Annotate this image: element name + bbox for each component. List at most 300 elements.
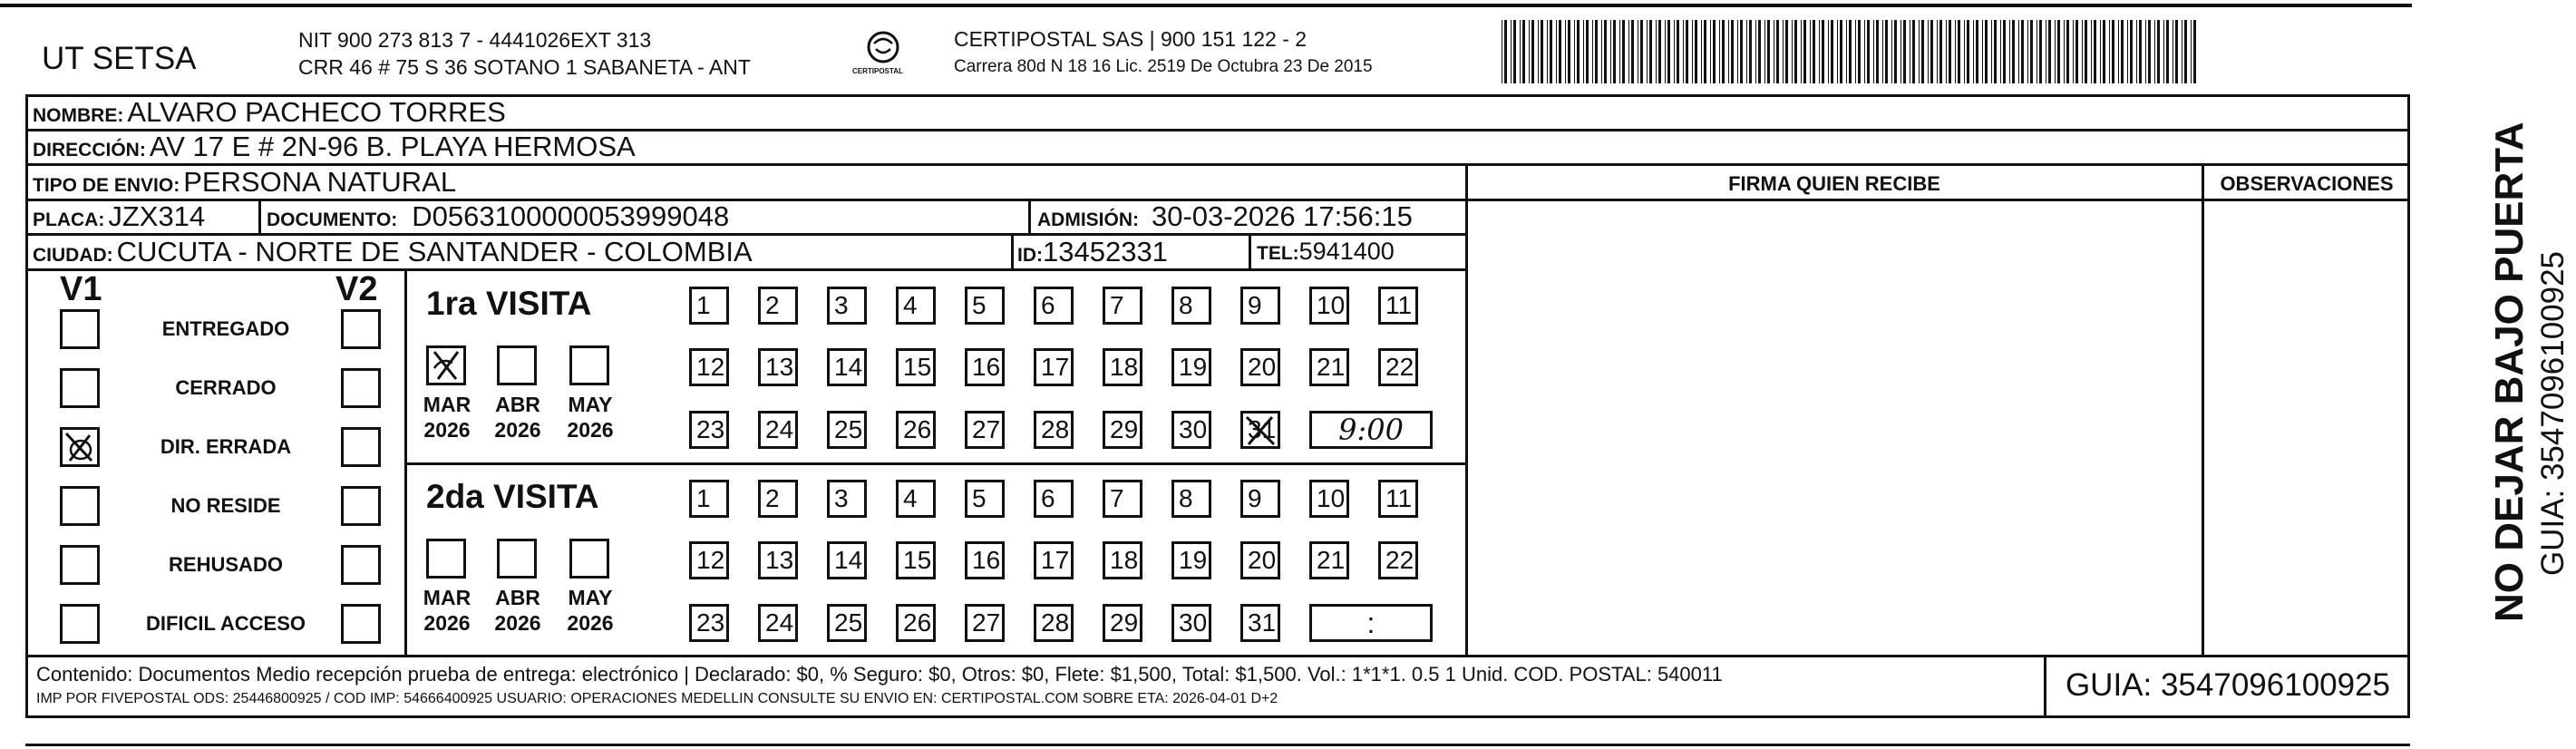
- visit-time-value: 9:00: [1338, 413, 1404, 447]
- visit-day-box[interactable]: [758, 604, 798, 642]
- barcode-bar: [2000, 20, 2001, 83]
- visit-day-box[interactable]: [1378, 348, 1418, 386]
- visit-day-number: 22: [1385, 353, 1414, 381]
- v2-checkbox-0[interactable]: [341, 309, 381, 349]
- barcode-bar: [2048, 20, 2051, 83]
- barcode-bar: [2094, 20, 2096, 83]
- visit-day-box[interactable]: [758, 287, 798, 325]
- barcode-bar: [1785, 20, 1788, 83]
- barcode-bar: [1704, 20, 1706, 83]
- barcode-bar: [1604, 20, 1607, 83]
- barcode-bar: [2075, 20, 2078, 83]
- tipo-value: PERSONA NATURAL: [183, 166, 457, 198]
- barcode-bar: [1595, 20, 1598, 83]
- barcode-bar: [1556, 20, 1557, 83]
- barcode-bar: [1837, 20, 1838, 83]
- month-name: ABR: [495, 586, 540, 609]
- direccion-row: [33, 131, 636, 163]
- v1-checkbox-4[interactable]: [60, 545, 100, 585]
- line-firma: [1465, 199, 2203, 201]
- visit-day-number: 28: [1041, 415, 1070, 443]
- barcode-bar: [1547, 20, 1548, 83]
- visit-day-number: 22: [1385, 546, 1414, 574]
- barcode-bar: [1912, 20, 1915, 83]
- id-row: [1017, 236, 1168, 268]
- barcode-bar: [2100, 20, 2101, 83]
- visit-day-box[interactable]: [1309, 287, 1349, 325]
- barcode-bar: [1858, 20, 1861, 83]
- barcode-bar: [1667, 20, 1670, 83]
- visit-day-box[interactable]: [965, 541, 1005, 579]
- nombre-value: ALVARO PACHECO TORRES: [127, 96, 506, 128]
- side-no-dejar: NO DEJAR BAJO PUERTA: [2487, 122, 2532, 622]
- visit-day-number: 4: [903, 484, 918, 512]
- barcode-bar: [2027, 20, 2028, 83]
- barcode-bar: [1776, 20, 1779, 83]
- vline-id: [1011, 233, 1014, 268]
- visit-time-box[interactable]: [1309, 604, 1433, 642]
- visit-day-box[interactable]: [1309, 480, 1349, 518]
- barcode-bar: [1722, 20, 1725, 83]
- certipostal-line-1: CERTIPOSTAL SAS | 900 151 122 - 2: [954, 27, 1307, 51]
- barcode-bar: [1550, 20, 1552, 83]
- visit-day-box[interactable]: [1103, 348, 1142, 386]
- visit-day-box[interactable]: [1171, 287, 1211, 325]
- visit-day-box[interactable]: [1378, 541, 1418, 579]
- visit-day-number: 20: [1248, 546, 1277, 574]
- barcode-bar: [1976, 20, 1978, 83]
- barcode-bar: [1991, 20, 1992, 83]
- month-year: 2026: [494, 611, 541, 635]
- barcode-bar: [1665, 20, 1666, 83]
- visit-day-number: 1: [696, 484, 711, 512]
- visit-day-box[interactable]: [1240, 287, 1280, 325]
- v1-checkbox-1[interactable]: [60, 368, 100, 408]
- vline-placa: [258, 199, 261, 233]
- visit-day-number: 11: [1385, 484, 1413, 512]
- barcode-bar: [1577, 20, 1580, 83]
- v2-checkbox-2[interactable]: [341, 427, 381, 467]
- company-name: UT SETSA: [42, 41, 197, 76]
- side-guia: GUIA: 3547096100925: [2535, 250, 2571, 577]
- barcode-bar: [1921, 20, 1924, 83]
- visit-day-box[interactable]: [827, 604, 867, 642]
- barcode-bar: [1586, 20, 1589, 83]
- barcode-bar: [1873, 20, 1874, 83]
- visit-day-number: 10: [1317, 484, 1346, 512]
- visit-day-box[interactable]: [896, 541, 936, 579]
- visit-day-number: 15: [903, 353, 932, 381]
- visit-month-label: [415, 392, 479, 443]
- visit-day-box[interactable]: [1034, 348, 1074, 386]
- month-name: MAR: [423, 393, 471, 416]
- barcode-bar: [1640, 20, 1643, 83]
- barcode-bar: [1695, 20, 1697, 83]
- vline-obs: [2202, 163, 2204, 657]
- visit-day-box[interactable]: [1378, 287, 1418, 325]
- barcode-bar: [1955, 20, 1956, 83]
- visit-day-box[interactable]: [1309, 541, 1349, 579]
- visit-day-number: 4: [903, 291, 918, 319]
- visit-day-box[interactable]: [1240, 541, 1280, 579]
- visit-day-box[interactable]: [1240, 411, 1280, 449]
- visit-day-box[interactable]: [1103, 541, 1142, 579]
- vline-firma: [1465, 163, 1468, 657]
- visit-day-number: 1: [696, 291, 711, 319]
- visit-day-box[interactable]: [1171, 604, 1211, 642]
- v1-checkbox-3[interactable]: [60, 486, 100, 526]
- line-obs: [2202, 199, 2410, 201]
- nombre-row: [33, 96, 506, 129]
- barcode-bar: [1749, 20, 1752, 83]
- barcode-bar: [2036, 20, 2037, 83]
- visit-day-number: 28: [1041, 608, 1070, 637]
- barcode-bar: [1849, 20, 1852, 83]
- visit-day-box[interactable]: [827, 348, 867, 386]
- visit-day-number: 30: [1179, 415, 1208, 443]
- v2-label: V2: [335, 270, 378, 308]
- visit-day-box[interactable]: [1034, 480, 1074, 518]
- visit-day-box[interactable]: [689, 604, 729, 642]
- barcode-bar: [1737, 20, 1738, 83]
- observaciones-header: OBSERVACIONES: [2220, 172, 2394, 195]
- barcode-bar: [1882, 20, 1883, 83]
- visit-day-box[interactable]: [965, 480, 1005, 518]
- barcode-bar: [1520, 20, 1521, 83]
- visit-day-box[interactable]: [1034, 604, 1074, 642]
- barcode-bar: [1994, 20, 1997, 83]
- visit-day-number: 19: [1179, 353, 1208, 381]
- status-option-label: REHUSADO: [169, 553, 283, 576]
- barcode-graphic: [1502, 20, 2203, 83]
- visit-day-number: 24: [765, 608, 794, 637]
- barcode-bar: [2184, 20, 2187, 83]
- visit-day-box[interactable]: [896, 287, 936, 325]
- visit-day-number: 2: [765, 484, 780, 512]
- visit-day-box[interactable]: [1171, 480, 1211, 518]
- line-visit-split: [406, 462, 1467, 465]
- visit-day-box[interactable]: [1309, 348, 1349, 386]
- barcode-bar: [1819, 20, 1820, 83]
- barcode-bar: [1710, 20, 1711, 83]
- barcode-bar: [1538, 20, 1539, 83]
- barcode-bar: [2136, 20, 2137, 83]
- visit-month-checkbox[interactable]: [497, 345, 537, 385]
- barcode-bar: [1764, 20, 1765, 83]
- day-cross-icon: [1243, 413, 1279, 448]
- footer-guia: GUIA: 3547096100925: [2065, 667, 2391, 703]
- barcode-bar: [2166, 20, 2169, 83]
- barcode-bar: [2112, 20, 2114, 83]
- visit-day-box[interactable]: [1171, 541, 1211, 579]
- barcode-bar: [2163, 20, 2164, 83]
- month-year: 2026: [423, 611, 471, 635]
- vline-tel: [1249, 233, 1251, 268]
- barcode-bar: [1513, 20, 1516, 83]
- barcode-bar: [1982, 20, 1983, 83]
- visit-day-box[interactable]: [689, 287, 729, 325]
- visit-day-box[interactable]: [1034, 541, 1074, 579]
- visit-day-number: 3: [834, 484, 849, 512]
- v1-checkbox-0[interactable]: [60, 309, 100, 349]
- visit-day-box[interactable]: [896, 411, 936, 449]
- direccion-value: AV 17 E # 2N-96 B. PLAYA HERMOSA: [149, 131, 636, 162]
- visit-day-number: 11: [1385, 291, 1413, 319]
- visit-day-box[interactable]: [1034, 287, 1074, 325]
- barcode-bar: [1840, 20, 1842, 83]
- visit-day-box[interactable]: [1171, 348, 1211, 386]
- status-option-label: CERRADO: [175, 376, 277, 399]
- barcode-bar: [2103, 20, 2105, 83]
- v1-label: V1: [60, 270, 102, 308]
- visit-day-box[interactable]: [965, 604, 1005, 642]
- barcode-bar: [1583, 20, 1584, 83]
- v1-checkbox-2[interactable]: [60, 427, 100, 467]
- barcode-bar: [1973, 20, 1974, 83]
- v2-checkbox-4[interactable]: [341, 545, 381, 585]
- barcode-bar: [1755, 20, 1756, 83]
- v2-checkbox-3[interactable]: [341, 486, 381, 526]
- visit-month-checkbox[interactable]: [426, 539, 466, 579]
- visit-day-box[interactable]: [758, 411, 798, 449]
- barcode-bar: [2109, 20, 2110, 83]
- visit-day-box[interactable]: [1171, 411, 1211, 449]
- month-year: 2026: [567, 418, 614, 442]
- barcode-bar: [1674, 20, 1675, 83]
- barcode-bar: [1692, 20, 1693, 83]
- ciudad-value: CUCUTA - NORTE DE SANTANDER - COLOMBIA: [116, 236, 753, 268]
- visit-day-number: 31: [1248, 415, 1277, 443]
- visit-day-number: 16: [972, 546, 1001, 574]
- nombre-label: NOMBRE:: [33, 105, 124, 126]
- line-footer: [25, 655, 2410, 657]
- visit-day-box[interactable]: [896, 604, 936, 642]
- visit-day-number: 2: [765, 291, 780, 319]
- visit-day-number: 5: [972, 484, 987, 512]
- visit-month-checkbox[interactable]: [569, 539, 609, 579]
- firma-header: FIRMA QUIEN RECIBE: [1728, 172, 1940, 195]
- visit-day-box[interactable]: [1103, 287, 1142, 325]
- visit-day-box[interactable]: [965, 287, 1005, 325]
- barcode-bar: [2191, 20, 2192, 83]
- visit-time-box[interactable]: [1309, 411, 1433, 449]
- visit-day-number: 18: [1110, 546, 1139, 574]
- barcode-bar: [2118, 20, 2119, 83]
- check-mark-icon: [429, 348, 463, 383]
- barcode-bar: [2057, 20, 2060, 83]
- month-year: 2026: [423, 418, 471, 442]
- barcode: [1502, 20, 2203, 83]
- barcode-bar: [1713, 20, 1716, 83]
- barcode-bar: [1686, 20, 1688, 83]
- barcode-bar: [1592, 20, 1593, 83]
- barcode-bar: [2082, 20, 2083, 83]
- visit-month-label: [559, 392, 622, 443]
- visit-day-box[interactable]: [827, 287, 867, 325]
- barcode-bar: [1656, 20, 1657, 83]
- visit-day-box[interactable]: [827, 480, 867, 518]
- visit-day-box[interactable]: [758, 480, 798, 518]
- barcode-bar: [2154, 20, 2155, 83]
- visit-day-box[interactable]: [1240, 604, 1280, 642]
- barcode-bar: [2039, 20, 2042, 83]
- month-name: MAY: [568, 393, 613, 416]
- visit-day-number: 5: [972, 291, 987, 319]
- visit-day-number: 30: [1179, 608, 1208, 637]
- visit-day-box[interactable]: [965, 411, 1005, 449]
- barcode-bar: [1985, 20, 1988, 83]
- visit-month-checkbox[interactable]: [426, 345, 466, 385]
- visit-day-box[interactable]: [827, 411, 867, 449]
- visit-day-number: 29: [1110, 415, 1139, 443]
- visit-day-box[interactable]: [827, 541, 867, 579]
- visit-day-number: 12: [696, 353, 725, 381]
- documento-label: DOCUMENTO:: [267, 209, 398, 230]
- visit-day-number: 21: [1317, 546, 1346, 574]
- visit-month-checkbox[interactable]: [497, 539, 537, 579]
- barcode-bar: [1728, 20, 1729, 83]
- barcode-bar: [2003, 20, 2006, 83]
- line-ciudad: [25, 268, 1467, 271]
- month-name: ABR: [495, 393, 540, 416]
- visit-month-label: [415, 585, 479, 636]
- footer-imp: IMP POR FIVEPOSTAL ODS: 25446800925 / COD IMP: 54666400925 USUARIO: OPERACIONES MEDELLIN CONSULTE SU ENVIO EN: CERTIPOSTAL.COM SOBRE ETA: 2026-04-01 D+2: [36, 691, 1278, 706]
- barcode-bar: [2064, 20, 2065, 83]
- visit-day-box[interactable]: [689, 541, 729, 579]
- barcode-bar: [1529, 20, 1530, 83]
- visit-day-number: 14: [834, 353, 863, 381]
- placa-value: JZX314: [108, 200, 206, 232]
- barcode-bar: [1958, 20, 1960, 83]
- visit-day-box[interactable]: [1240, 480, 1280, 518]
- admision-label: ADMISIÓN:: [1037, 209, 1139, 230]
- barcode-bar: [1939, 20, 1942, 83]
- barcode-bar: [1792, 20, 1793, 83]
- visit-day-box[interactable]: [896, 480, 936, 518]
- barcode-bar: [2091, 20, 2092, 83]
- barcode-bar: [1794, 20, 1797, 83]
- barcode-bar: [1801, 20, 1802, 83]
- barcode-bar: [1719, 20, 1720, 83]
- visit-day-box[interactable]: [689, 411, 729, 449]
- documento-value: D0563100000053999048: [412, 200, 730, 232]
- barcode-bar: [1522, 20, 1525, 83]
- barcode-bar: [1846, 20, 1847, 83]
- vline-admision: [1028, 199, 1031, 233]
- documento-row: [267, 200, 729, 233]
- barcode-bar: [2145, 20, 2146, 83]
- barcode-bar: [1810, 20, 1811, 83]
- barcode-bar: [1622, 20, 1625, 83]
- barcode-bar: [1677, 20, 1679, 83]
- visit-month-label: [559, 585, 622, 636]
- visit-day-number: 7: [1110, 484, 1124, 512]
- barcode-bar: [2157, 20, 2160, 83]
- visit-day-box[interactable]: [1034, 411, 1074, 449]
- admision-row: [1037, 200, 1413, 233]
- vline-status: [404, 268, 407, 657]
- barcode-bar: [1930, 20, 1933, 83]
- visit-day-box[interactable]: [1240, 348, 1280, 386]
- visit-day-number: 21: [1317, 353, 1346, 381]
- barcode-bar: [2121, 20, 2124, 83]
- visit-day-number: 6: [1041, 291, 1055, 319]
- visit-day-box[interactable]: [1103, 411, 1142, 449]
- v2-checkbox-1[interactable]: [341, 368, 381, 408]
- visit-day-number: 8: [1179, 291, 1193, 319]
- month-year: 2026: [494, 418, 541, 442]
- barcode-bar: [2085, 20, 2087, 83]
- tel-label: TEL:: [1257, 243, 1299, 264]
- v1-checkbox-5[interactable]: [60, 604, 100, 644]
- barcode-bar: [2021, 20, 2024, 83]
- visit-day-number: 13: [765, 546, 794, 574]
- barcode-bar: [2066, 20, 2069, 83]
- visit-day-box[interactable]: [896, 348, 936, 386]
- barcode-bar: [1783, 20, 1784, 83]
- ciudad-label: CIUDAD:: [33, 245, 113, 266]
- visit-day-box[interactable]: [1103, 604, 1142, 642]
- barcode-bar: [1658, 20, 1661, 83]
- visit-day-box[interactable]: [1103, 480, 1142, 518]
- barcode-bar: [1813, 20, 1815, 83]
- barcode-bar: [1946, 20, 1947, 83]
- barcode-bar: [1504, 20, 1507, 83]
- barcode-bar: [2055, 20, 2056, 83]
- nit-line-2: CRR 46 # 75 S 36 SOTANO 1 SABANETA - ANT: [298, 55, 751, 79]
- visit-day-number: 23: [696, 415, 725, 443]
- barcode-bar: [2073, 20, 2074, 83]
- barcode-bar: [1631, 20, 1634, 83]
- status-option-label: DIR. ERRADA: [160, 435, 292, 458]
- visit-month-checkbox[interactable]: [569, 345, 609, 385]
- visit-day-box[interactable]: [758, 541, 798, 579]
- barcode-bar: [1628, 20, 1629, 83]
- visit-day-number: 15: [903, 546, 932, 574]
- barcode-bar: [2130, 20, 2133, 83]
- visit-day-box[interactable]: [965, 348, 1005, 386]
- visit-day-number: 23: [696, 608, 725, 637]
- visit-day-number: 16: [972, 353, 1001, 381]
- visit-month-label: [486, 392, 549, 443]
- barcode-bar: [1647, 20, 1648, 83]
- barcode-bar: [1949, 20, 1951, 83]
- barcode-bar: [1867, 20, 1870, 83]
- visit-day-box[interactable]: [689, 480, 729, 518]
- logo-text: CERTIPOSTAL: [852, 67, 903, 75]
- visit-day-number: 25: [834, 608, 863, 637]
- status-option-label: NO RESIDE: [170, 494, 281, 517]
- barcode-bar: [1619, 20, 1620, 83]
- barcode-bar: [1767, 20, 1770, 83]
- visit-day-number: 13: [765, 353, 794, 381]
- visit-day-box[interactable]: [758, 348, 798, 386]
- placa-label: PLACA:: [33, 209, 105, 230]
- visit-day-number: 26: [903, 608, 932, 637]
- barcode-bar: [1649, 20, 1652, 83]
- barcode-bar: [1822, 20, 1824, 83]
- nit-line-1: NIT 900 273 813 7 - 4441026EXT 313: [298, 28, 652, 52]
- visit-day-number: 27: [972, 608, 1001, 637]
- barcode-bar: [2139, 20, 2142, 83]
- v2-checkbox-5[interactable]: [341, 604, 381, 644]
- logo-icon: [856, 29, 910, 83]
- visit-day-box[interactable]: [1378, 480, 1418, 518]
- barcode-bar: [1541, 20, 1543, 83]
- status-option-label: ENTREGADO: [161, 317, 290, 340]
- visit-day-box[interactable]: [689, 348, 729, 386]
- barcode-bar: [1613, 20, 1616, 83]
